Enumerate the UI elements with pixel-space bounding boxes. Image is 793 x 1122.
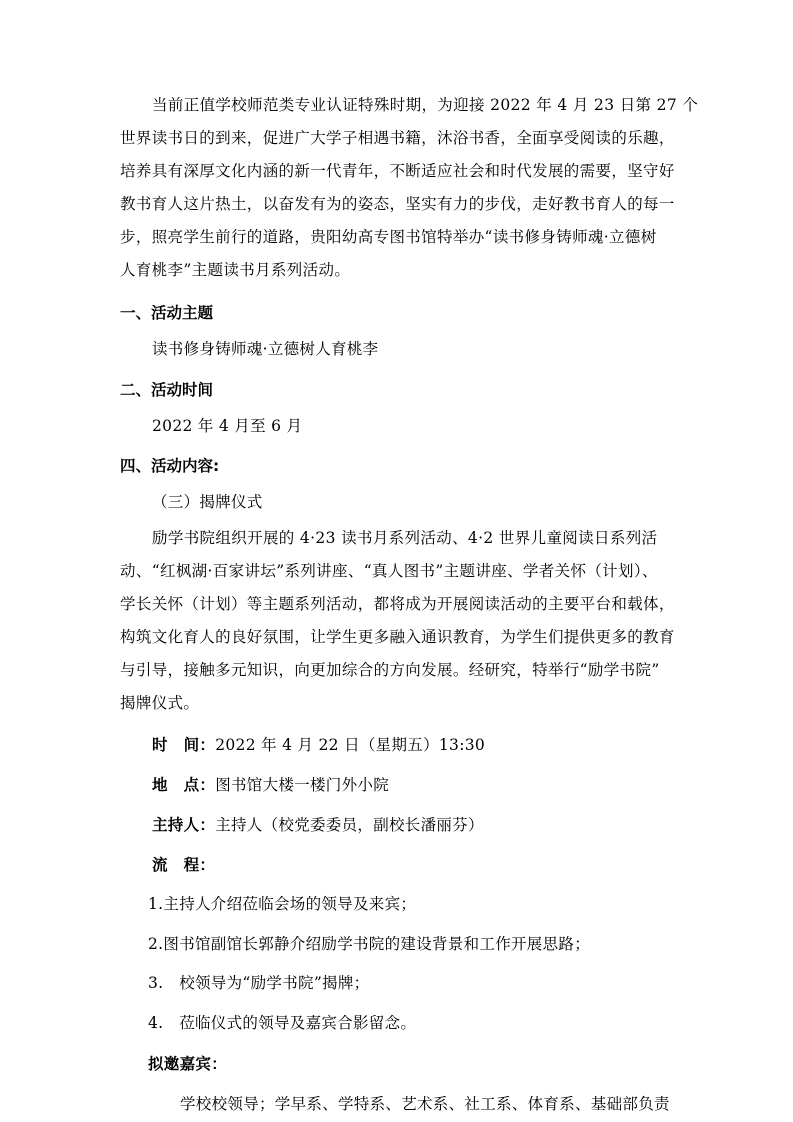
section1-content: 读书修身铸师魂·立德树人育桃李 bbox=[152, 340, 379, 358]
intro-line-4: 教书育人这片热土，以奋发有为的姿态，坚实有力的步伐，走好教书育人的每一 bbox=[120, 195, 675, 213]
intro-line-1: 当前正值学校师范类专业认证特殊时期，为迎接 2022 年 4 月 23 日第 27 个 bbox=[152, 96, 699, 114]
section4-para-line-1: 励学书院组织开展的 4·23 读书月系列活动、4·2 世界儿童阅读日系列活 bbox=[152, 529, 658, 547]
time-label: 时 间： bbox=[152, 736, 216, 754]
section4-para-line-6: 揭牌仪式。 bbox=[120, 694, 200, 712]
section2-heading: 二、活动时间 bbox=[120, 381, 214, 399]
section4-subheading: （三）揭牌仪式 bbox=[152, 493, 263, 511]
section4-heading: 四、活动内容: bbox=[120, 457, 220, 475]
place-value: 图书馆大楼一楼门外小院 bbox=[215, 776, 390, 794]
section1-heading: 一、活动主题 bbox=[120, 304, 214, 322]
host-row bbox=[152, 813, 484, 835]
section4-para-line-3: 学长关怀（计划）等主题系列活动，都将成为开展阅读活动的主要平台和载体， bbox=[120, 595, 675, 613]
flow-item-4: 4. 莅临仪式的领导及嘉宾合影留念。 bbox=[148, 1014, 417, 1032]
host-label: 主持人： bbox=[152, 816, 216, 834]
guests-label: 拟邀嘉宾： bbox=[148, 1055, 228, 1073]
flow-item-2: 2.图书馆副馆长郭静介绍励学书院的建设背景和工作开展思路； bbox=[148, 935, 590, 953]
section4-para-line-4: 构筑文化育人的良好氛围，让学生更多融入通识教育，为学生们提供更多的教育 bbox=[120, 628, 675, 646]
flow-item-1: 1.主持人介绍莅临会场的领导及来宾； bbox=[148, 895, 417, 913]
place-row bbox=[152, 773, 389, 795]
flow-item-3: 3. 校领导为“励学书院”揭牌； bbox=[148, 974, 370, 992]
intro-line-5: 步，照亮学生前行的道路，贵阳幼高专图书馆特举办“读书修身铸师魂·立德树 bbox=[120, 228, 657, 246]
flow-label: 流 程： bbox=[152, 856, 216, 874]
host-value: 主持人（校党委委员，副校长潘丽芬） bbox=[215, 816, 484, 834]
intro-line-2: 世界读书日的到来，促进广大学子相遇书籍，沐浴书香，全面享受阅读的乐趣， bbox=[120, 129, 675, 147]
intro-line-6: 人育桃李”主题读书月系列活动。 bbox=[120, 261, 351, 279]
time-row bbox=[152, 733, 485, 755]
time-value: 2022 年 4 月 22 日（星期五）13:30 bbox=[215, 736, 486, 754]
section2-content: 2022 年 4 月至 6 月 bbox=[152, 417, 303, 435]
intro-line-3: 培养具有深厚文化内涵的新一代青年，不断适应社会和时代发展的需要，坚守好 bbox=[120, 162, 675, 180]
section4-para-line-5: 与引导，接触多元知识，向更加综合的方向发展。经研究，特举行“励学书院” bbox=[120, 661, 660, 679]
place-label: 地 点： bbox=[152, 776, 216, 794]
section4-para-line-2: 动、“红枫湖·百家讲坛”系列讲座、“真人图书”主题讲座、学者关怀（计划）、 bbox=[120, 562, 658, 580]
guests-line: 学校校领导；学早系、学特系、艺术系、社工系、体育系、基础部负责 bbox=[180, 1095, 670, 1113]
